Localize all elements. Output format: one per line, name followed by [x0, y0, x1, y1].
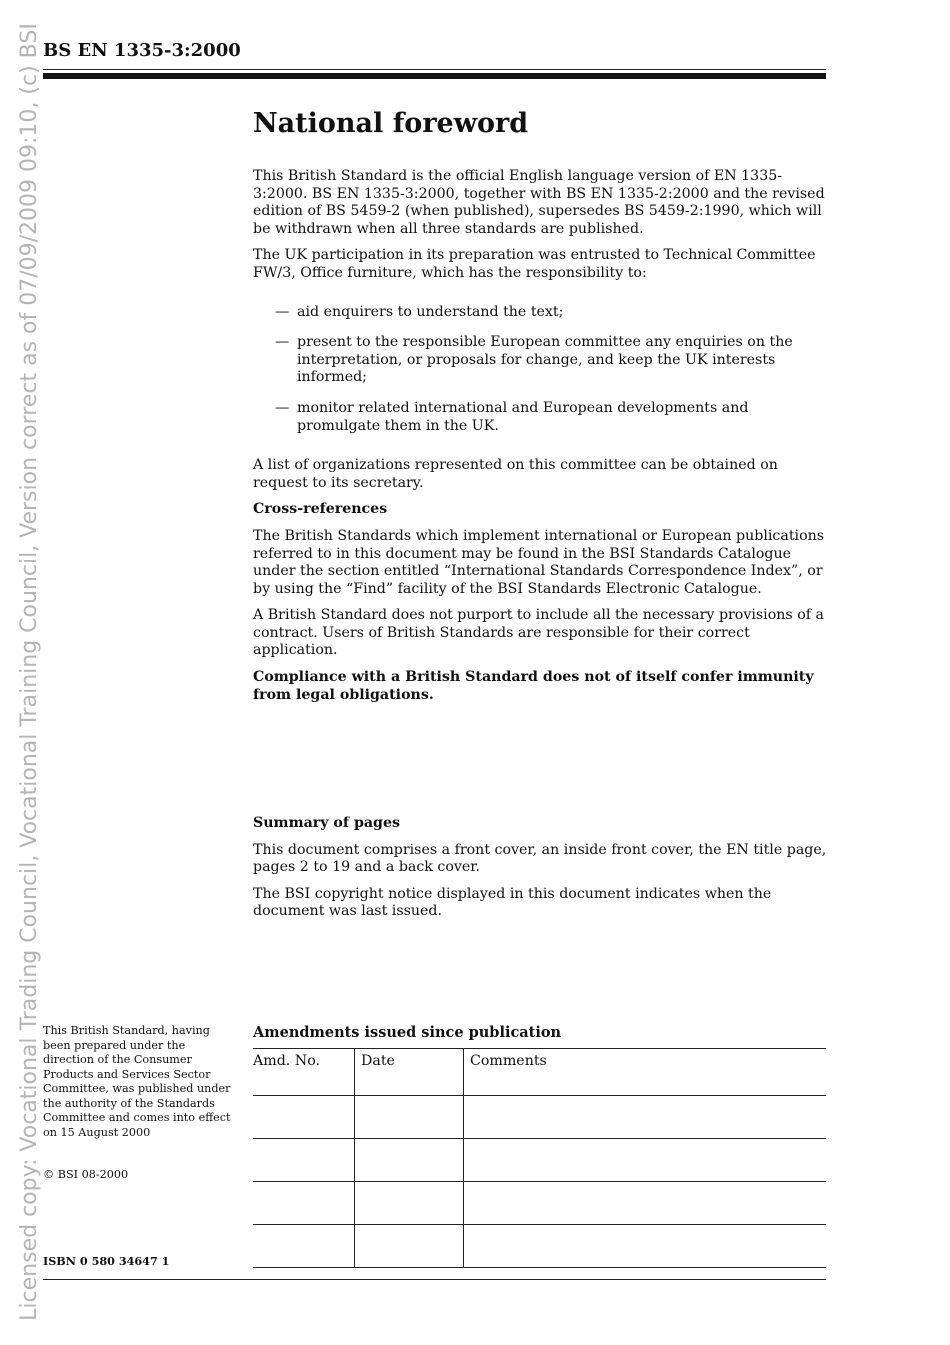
table-cell [355, 1225, 464, 1268]
table-row [253, 1225, 826, 1268]
table-cell [253, 1225, 355, 1268]
table-row [253, 1182, 826, 1225]
amendments-table [253, 1048, 826, 1268]
list-item [253, 304, 828, 322]
table-cell [464, 1139, 827, 1182]
amendments-title: Amendments issued since publication [253, 1024, 562, 1041]
list-item-text: aid enquirers to understand the text; [297, 303, 564, 320]
paragraph-compliance: Compliance with a British Standard does not of itself confer immunity from legal obligations. [253, 669, 814, 703]
table-header-row [253, 1049, 826, 1096]
summary-paragraph-pages: This document comprises a front cover, an inside front cover, the EN title page, pages 2 to 19 and a back cover. [253, 841, 827, 876]
cross-references-heading: Cross-references [253, 501, 388, 518]
copyright-notice: © BSI 08-2000 [43, 1168, 129, 1181]
table-cell [464, 1225, 827, 1268]
header-rule-thin [43, 69, 826, 70]
paragraph-provisions: A British Standard does not purport to include all the necessary provisions of a contract. Users of British Standards are responsible for their correct application. [253, 607, 824, 659]
paragraph-committee: The UK participation in its preparation was entrusted to Technical Committee FW/3, Office furniture, which has the responsibility to: [253, 247, 816, 281]
table-cell [253, 1139, 355, 1182]
column-header-comments: Comments [464, 1049, 827, 1096]
paragraph-cross-references: The British Standards which implement international or European publications referred to in this document may be found in the BSI Standards Catalogue under the section entitled “International Standards Correspondence Index”, or by using the “Find” facility of the BSI Standards Electronic Catalogue. [253, 527, 825, 597]
page-title: National foreword [253, 108, 529, 139]
foreword-body [253, 106, 828, 713]
column-header-amd-no: Amd. No. [253, 1049, 355, 1096]
column-header-date: Date [355, 1049, 464, 1096]
table-cell [464, 1182, 827, 1225]
summary-of-pages [253, 815, 828, 930]
list-dash: — [275, 303, 290, 320]
table-row [253, 1096, 826, 1139]
list-item [253, 400, 828, 435]
isbn: ISBN 0 580 34647 1 [43, 1254, 170, 1268]
list-item-text: monitor related international and European developments and promulgate them in the UK. [297, 399, 749, 434]
list-item-text: present to the responsible European committee any enquiries on the interpretation, or proposals for change, and keep the UK interests informed; [297, 334, 793, 386]
table-row [253, 1139, 826, 1182]
table-cell [464, 1096, 827, 1139]
table-cell [355, 1139, 464, 1182]
table-cell [253, 1182, 355, 1225]
list-dash: — [275, 334, 290, 351]
publication-note: This British Standard, having been prepared under the direction of the Consumer Products and Services Sector Committee, was published under the authority of the Standards Committee and comes into effect on 15 August 2000 [43, 1024, 231, 1139]
summary-heading: Summary of pages [253, 815, 400, 831]
table-cell [355, 1182, 464, 1225]
table-cell [355, 1096, 464, 1139]
list-dash: — [275, 399, 290, 416]
paragraph-supersedes: This British Standard is the official English language version of EN 1335-3:2000. BS EN 1335-3:2000, together with BS EN 1335-2:2000 and the revised edition of BS 5459-2 (when published), supersedes BS 5459-2:1990, which will be withdrawn when all three standards are published. [253, 168, 825, 237]
footer-rule [43, 1279, 826, 1280]
header-rule-thick [43, 73, 826, 79]
watermark-text: Licensed copy: Vocational Trading Council, Vocational Training Council, Version correct as of 07/09/2009 09:10, (c) BSI [17, 23, 42, 1321]
table-cell [253, 1096, 355, 1139]
document-id: BS EN 1335-3:2000 [43, 40, 241, 61]
responsibility-list [253, 304, 828, 436]
list-item [253, 334, 828, 387]
paragraph-organizations: A list of organizations represented on this committee can be obtained on request to its secretary. [253, 457, 778, 491]
summary-paragraph-copyright: The BSI copyright notice displayed in this document indicates when the document was last issued. [253, 885, 772, 920]
watermark [0, 0, 60, 1345]
